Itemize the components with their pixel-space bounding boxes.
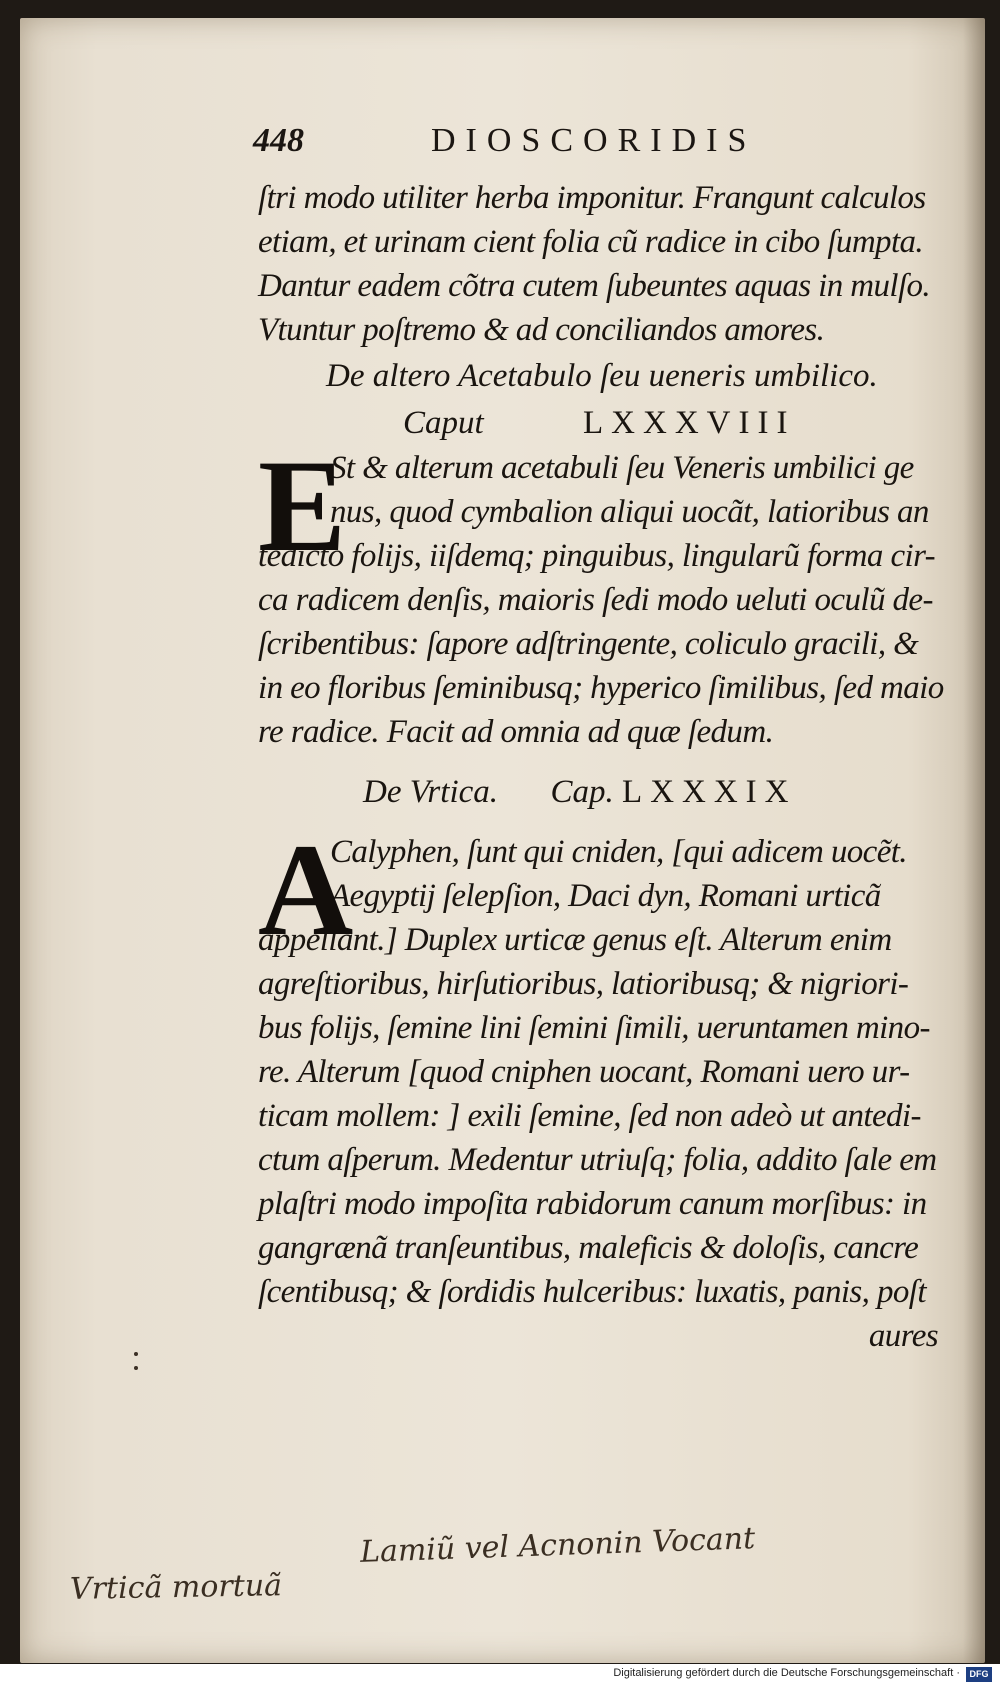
handwritten-line: Lamiũ vel Acnonin Vocant [359,1521,756,1570]
text-line: ſcribentibus: ſapore adſtringente, coliculo gracili, & [258,626,919,662]
text-line: St & alterum acetabuli ſeu Veneris umbilici ge [330,450,914,486]
margin-dot [134,1366,138,1370]
page-header [253,118,853,168]
chapter-number-row [258,400,958,446]
text-line: re radice. Facit ad omnia ad quæ ſedum. [258,714,774,750]
chapter-88-paragraph [258,432,958,754]
cap-label: Cap. [550,774,614,810]
text-line: ſtri modo utiliter herba imponitur. Frangunt calculos [258,180,926,216]
text-line: etiam, et urinam cient folia cũ radice in cibo ſumpta. [258,224,924,260]
text-line: in eo floribus ſeminibusq; hyperico ſimilibus, ſed maio [258,670,944,706]
spacer [258,816,958,830]
funding-credit: Digitalisierung gefördert durch die Deutsche Forschungsgemeinschaft · [613,1667,960,1679]
chapter-heading [258,768,958,816]
text-line: tedicto folijs, iiſdemq; pinguibus, lingularũ forma cir- [258,538,936,574]
chapter-89-paragraph [258,816,958,1314]
text-line: ctum aſperum. Medentur utriuſq; folia, addito ſale em [258,1142,937,1178]
running-title: DIOSCORIDIS [431,122,757,159]
page-number: 448 [253,122,304,159]
text-line: Vtuntur poſtremo & ad conciliandos amores. [258,312,825,348]
text-line: Aegyptij ſelepſion, Daci dyn, Romani urticã [330,878,881,914]
text-line: ſcentibusq; & ſordidis hulceribus: luxatis, panis, poſt [258,1274,926,1310]
caput-label: Caput [403,405,484,441]
text-line: Dantur eadem cõtra cutem ſubeuntes aquas in mulſo. [258,268,931,304]
text-line: nus, quod cymbalion aliqui uocãt, latioribus an [330,494,929,530]
catchword: aures [868,1318,938,1354]
digitization-footer [0,1664,1000,1687]
drop-cap-initial: A [258,816,354,963]
text-line: re. Alterum [quod cniphen uocant, Romani uero ur- [258,1054,910,1090]
chapter-title: De Vrtica. [363,774,499,810]
handwritten-line: Vrticã mortuã [69,1568,283,1607]
chapter-number: LXXXVIII [583,405,796,441]
text-line: appellant.] Duplex urticæ genus eſt. Alterum enim [258,922,892,958]
chapter-number: LXXXIX [622,774,797,810]
dfg-logo: DFG [966,1667,992,1682]
text-line: ca radicem denſis, maioris ſedi modo ueluti oculũ de- [258,582,933,618]
handwritten-annotation [69,1521,890,1618]
book-page [20,18,985,1663]
text-line: Calyphen, ſunt qui cniden, [qui adicem uocẽt. [330,834,907,870]
drop-cap-initial: E [258,432,347,579]
margin-dot [134,1352,138,1356]
text-line: gangrænã tranſeuntibus, maleficis & doloſis, cancre [258,1230,919,1266]
text-line: bus folijs, ſemine lini ſemini ſimili, ueruntamen mino- [258,1010,930,1046]
text-line: plaſtri modo impoſita rabidorum canum morſibus: in [258,1186,927,1222]
chapter-heading: De altero Acetabulo ſeu ueneris umbilico. [326,358,878,394]
spacer [258,754,958,768]
text-line: agreſtioribus, hirſutioribus, latioribusq; & nigriori- [258,966,909,1002]
text-line: ticam mollem: ] exili ſemine, ſed non adeò ut antedi- [258,1098,921,1134]
main-text [258,176,958,1358]
